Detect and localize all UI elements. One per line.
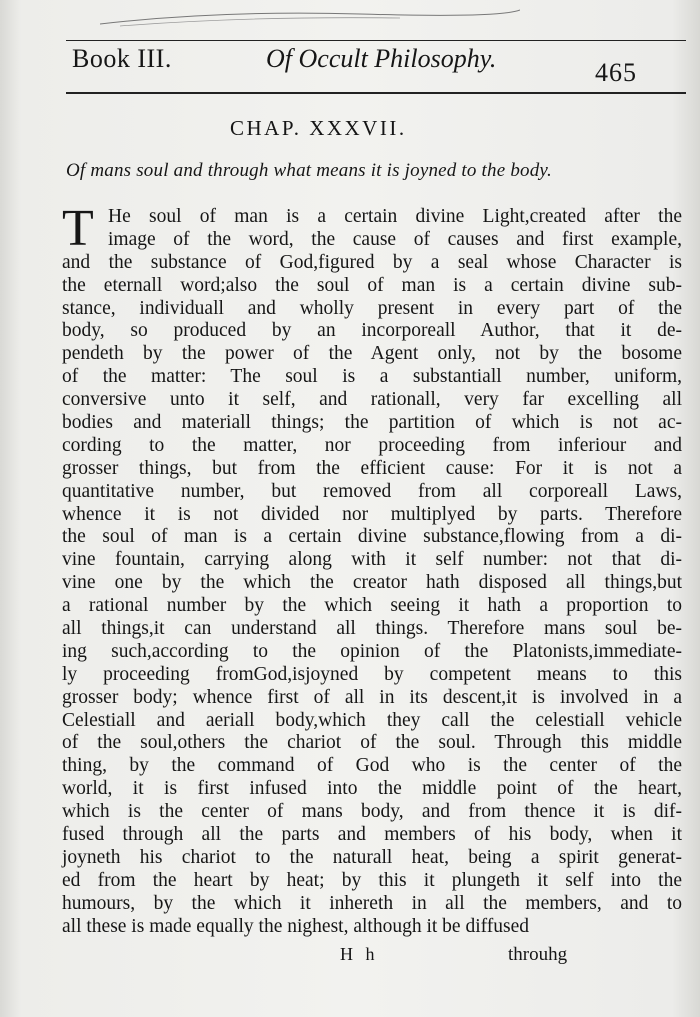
text-line: thing, by the command of God who is the center of the [62, 755, 682, 777]
text-line: all things,it can understand all things. Therefore mans soul be- [62, 618, 682, 640]
body-paragraph [62, 200, 682, 939]
text-line: world, it is first infused into the middle point of the heart, [62, 778, 682, 800]
text-line: vine fountain, carrying along with it self number: not that di- [62, 549, 682, 571]
header-rule-top [66, 40, 686, 41]
chapter-number: CHAP. XXXVII. [230, 116, 407, 140]
text-line: joyneth his chariot to the naturall heat, being a spirit generat- [62, 846, 682, 868]
text-line: stance, individuall and wholly present in every part of the [62, 297, 682, 319]
text-line: grosser things, but from the efficient cause: For it is not a [62, 457, 682, 479]
text-line: ing such,according to the opinion of the Platonists,immediate- [62, 640, 682, 662]
text-line: whence it is not divided nor multiplyed by parts. Therefore [62, 503, 682, 525]
text-line: humours, by the which it inhereth in all the members, and to [62, 892, 682, 914]
text-line: vine one by the which the creator hath disposed all things,but [62, 572, 682, 594]
header-rule-bottom [66, 92, 686, 94]
text-line: ly proceeding fromGod,isjoyned by competent means to this [62, 663, 682, 685]
text-line: fused through all the parts and members of his body, when it [62, 824, 682, 846]
page-number: 465 [595, 58, 637, 87]
text-line: the eternall word;also the soul of man is a certain divine sub- [62, 274, 682, 296]
text-line: He soul of man is a certain divine Light,created after the [108, 206, 682, 227]
catchword: throuhg [508, 944, 568, 965]
signature-mark: H h [340, 944, 379, 964]
text-line: cording to the matter, nor proceeding from inferiour and [62, 434, 682, 456]
text-line: a rational number by the which seeing it hath a proportion to [62, 595, 682, 617]
chapter-title: Of mans soul and through what means it is joyned to the body. [66, 160, 552, 181]
text-line: the soul of man is a certain divine substance,flowing from a di- [62, 526, 682, 548]
text-line: ed from the heart by heat; by this it plungeth it self into the [62, 869, 682, 891]
text-line: and the substance of God,figured by a seal whose Character is [62, 251, 682, 273]
drop-capital: T [62, 200, 94, 257]
running-title: Of Occult Philosophy. [266, 44, 497, 73]
text-line: grosser body; whence first of all in its descent,it is involved in a [62, 686, 682, 708]
book-label: Book III. [72, 44, 172, 73]
text-line: of the matter: The soul is a substantiall number, uniform, [62, 366, 682, 388]
text-line: all these is made equally the nighest, although it be diffused [62, 915, 529, 937]
text-line: of the soul,others the chariot of the soul. Through this middle [62, 732, 682, 754]
text-line: which is the center of mans body, and from thence it is dif- [62, 801, 682, 823]
text-line: body, so produced by an incorporeall Author, that it de- [62, 320, 682, 342]
text-line: pendeth by the power of the Agent only, not by the bosome [62, 343, 682, 365]
text-line: bodies and materiall things; the partition of which is not ac- [62, 412, 682, 434]
text-line: conversive unto it self, and rationall, very far excelling all [62, 389, 682, 411]
text-line: image of the word, the cause of causes and first example, [108, 228, 682, 250]
text-line: Celestiall and aeriall body,which they call the celestiall vehicle [62, 709, 682, 731]
ink-scratch-marks [100, 6, 520, 28]
text-line: quantitative number, but removed from all corporeall Laws, [62, 480, 682, 502]
